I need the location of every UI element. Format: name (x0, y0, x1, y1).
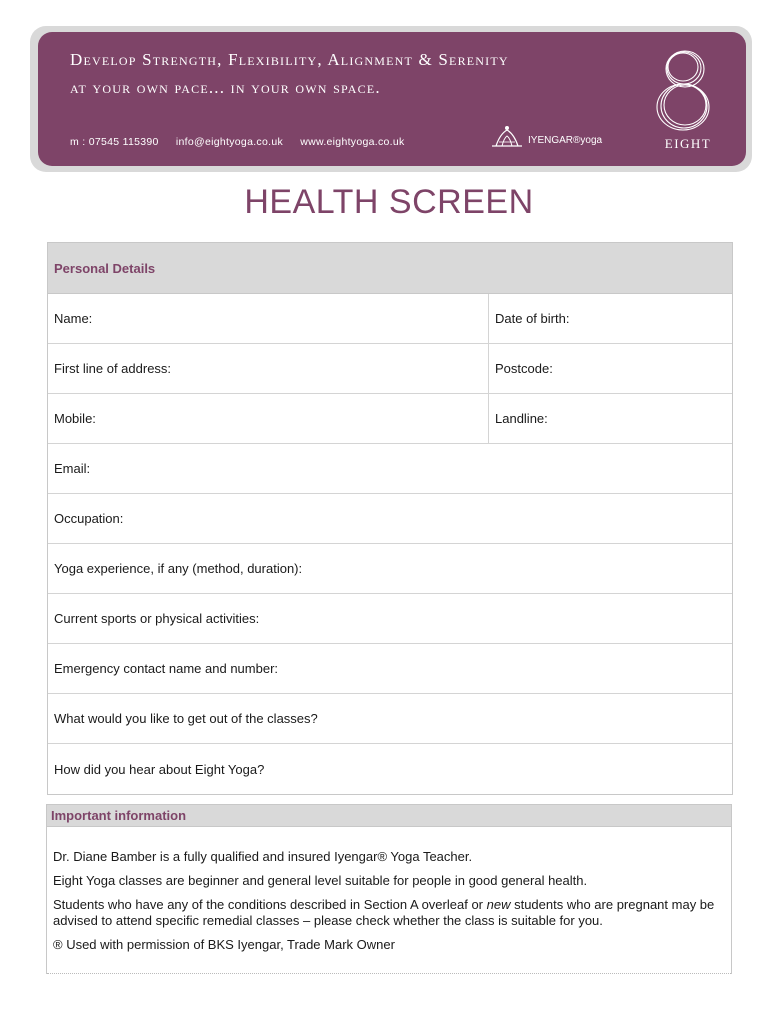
important-information-box (46, 804, 732, 974)
personal-details-table (47, 242, 733, 795)
remedial-text-start: Students who have any of the conditions described in Section A overleaf or (53, 897, 487, 912)
important-information-heading: Important information (47, 805, 731, 827)
form-row (48, 444, 732, 494)
form-row (48, 744, 732, 794)
teacher-qualification-text: Dr. Diane Bamber is a fully qualified and insured Iyengar® Yoga Teacher. (53, 849, 473, 864)
name-field[interactable]: Name: (48, 294, 489, 343)
class-level-text: Eight Yoga classes are beginner and general level suitable for people in good general health. (53, 873, 588, 888)
form-row (48, 594, 732, 644)
emergency-contact-field[interactable]: Emergency contact name and number: (54, 661, 279, 676)
referral-source-field[interactable]: How did you hear about Eight Yoga? (54, 761, 265, 777)
email-address: info@eightyoga.co.uk (175, 136, 284, 148)
info-bottom-divider (47, 973, 731, 974)
sports-activities-field[interactable]: Current sports or physical activities: (54, 611, 260, 626)
class-goals-field[interactable]: What would you like to get out of the classes? (54, 711, 318, 726)
form-row (48, 394, 732, 444)
landline-field[interactable]: Landline: (495, 411, 548, 426)
phone-number: m : 07545 115390 (70, 136, 159, 148)
page-title: HEALTH SCREEN (244, 183, 534, 221)
form-row (48, 344, 732, 394)
yoga-experience-field[interactable]: Yoga experience, if any (method, duration): (54, 561, 303, 576)
date-of-birth-field[interactable]: Date of birth: (495, 311, 570, 326)
website-link[interactable]: www.eightyoga.co.uk (300, 136, 405, 148)
iyengar-logo-icon (490, 124, 524, 148)
logo-word: EIGHT (664, 136, 712, 151)
form-row (48, 644, 732, 694)
remedial-text-end: students who are pregnant may be advised to attend specific remedial classes – please check whether the class is suitable for you. (53, 897, 715, 928)
trademark-text: ® Used with permission of BKS Iyengar, Trade Mark Owner (53, 937, 395, 952)
form-row (48, 544, 732, 594)
contact-line (70, 136, 419, 148)
tagline-line-1: Develop Strength, Flexibility, Alignment & Serenity (70, 50, 509, 69)
iyengar-badge (490, 124, 602, 148)
mobile-field[interactable]: Mobile: (48, 394, 489, 443)
tagline-line-2: at your own pace... in your own space. (70, 78, 381, 97)
personal-details-heading: Personal Details (48, 243, 732, 294)
remedial-text-emphasis: new (486, 897, 511, 912)
form-row (48, 694, 732, 744)
remedial-class-text (53, 897, 725, 929)
address-field[interactable]: First line of address: (48, 344, 489, 393)
form-row (48, 494, 732, 544)
postcode-field[interactable]: Postcode: (495, 361, 553, 376)
occupation-field[interactable]: Occupation: (54, 511, 124, 526)
iyengar-label: IYENGAR®yoga (528, 135, 603, 146)
header-banner (38, 32, 746, 166)
eight-logo-icon (646, 46, 722, 132)
email-field[interactable]: Email: (54, 461, 91, 476)
important-information-body (47, 827, 731, 953)
form-row (48, 294, 732, 344)
